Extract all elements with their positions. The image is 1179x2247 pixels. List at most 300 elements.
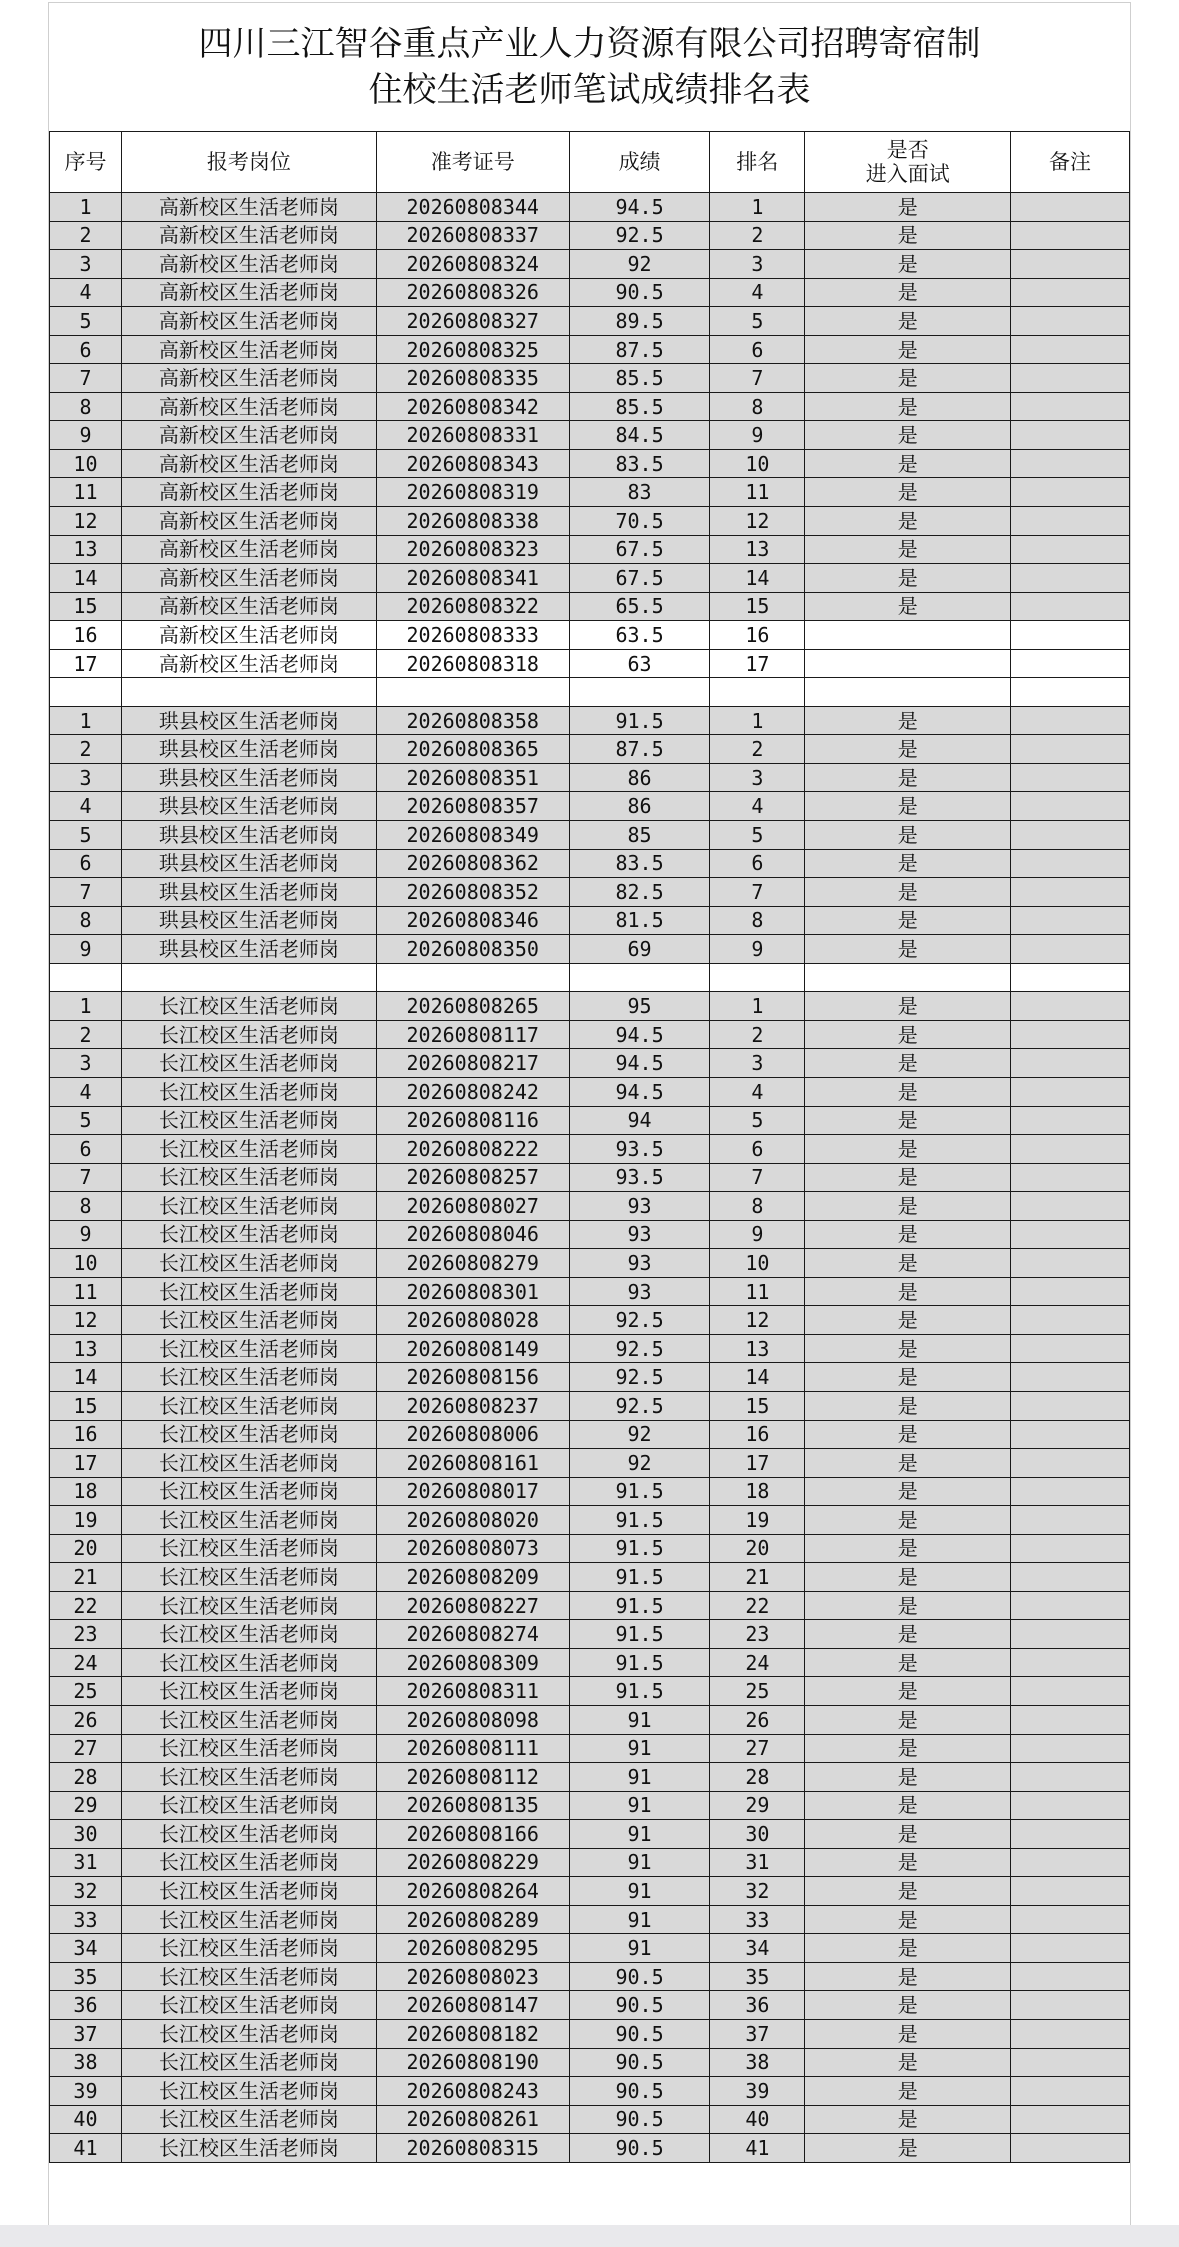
cell-rank: 40 bbox=[710, 2105, 805, 2134]
cell-seq: 24 bbox=[50, 1648, 122, 1677]
cell-seq: 11 bbox=[50, 478, 122, 507]
table-row bbox=[50, 1135, 1130, 1164]
table-row bbox=[50, 1334, 1130, 1363]
cell-rank: 10 bbox=[710, 449, 805, 478]
cell-remark bbox=[1011, 1820, 1130, 1849]
cell-position: 高新校区生活老师岗 bbox=[121, 649, 376, 678]
cell-seq: 1 bbox=[50, 706, 122, 735]
cell-remark bbox=[1011, 2105, 1130, 2134]
cell-rank: 4 bbox=[710, 278, 805, 307]
cell-exam-no: 20260808023 bbox=[376, 1962, 569, 1991]
document-title bbox=[49, 3, 1130, 131]
cell-rank: 11 bbox=[710, 1277, 805, 1306]
cell-remark bbox=[1011, 1934, 1130, 1963]
cell-rank: 37 bbox=[710, 2020, 805, 2049]
cell-exam-no: 20260808006 bbox=[376, 1420, 569, 1449]
cell-score: 65.5 bbox=[569, 592, 710, 621]
cell-score: 90.5 bbox=[569, 2077, 710, 2106]
table-row bbox=[50, 1620, 1130, 1649]
cell-rank: 33 bbox=[710, 1905, 805, 1934]
cell-exam-no: 20260808335 bbox=[376, 364, 569, 393]
cell-seq: 15 bbox=[50, 592, 122, 621]
cell-position: 长江校区生活老师岗 bbox=[121, 1648, 376, 1677]
cell-exam-no: 20260808352 bbox=[376, 878, 569, 907]
cell-position: 高新校区生活老师岗 bbox=[121, 421, 376, 450]
cell-interview bbox=[805, 649, 1011, 678]
separator-cell bbox=[121, 963, 376, 992]
cell-rank: 26 bbox=[710, 1705, 805, 1734]
table-row bbox=[50, 992, 1130, 1021]
cell-interview: 是 bbox=[805, 1363, 1011, 1392]
cell-score: 85 bbox=[569, 821, 710, 850]
cell-seq: 41 bbox=[50, 2134, 122, 2163]
table-header bbox=[50, 132, 1130, 193]
cell-score: 86 bbox=[569, 792, 710, 821]
cell-exam-no: 20260808190 bbox=[376, 2048, 569, 2077]
separator-cell bbox=[121, 678, 376, 707]
cell-remark bbox=[1011, 1020, 1130, 1049]
cell-score: 94.5 bbox=[569, 1077, 710, 1106]
cell-position: 长江校区生活老师岗 bbox=[121, 1306, 376, 1335]
cell-exam-no: 20260808265 bbox=[376, 992, 569, 1021]
cell-remark bbox=[1011, 906, 1130, 935]
header-interview-line2: 进入面试 bbox=[865, 162, 950, 186]
cell-interview: 是 bbox=[805, 1591, 1011, 1620]
cell-interview: 是 bbox=[805, 2077, 1011, 2106]
cell-seq: 23 bbox=[50, 1620, 122, 1649]
cell-position: 长江校区生活老师岗 bbox=[121, 1249, 376, 1278]
table-row bbox=[50, 1192, 1130, 1221]
cell-exam-no: 20260808315 bbox=[376, 2134, 569, 2163]
cell-position: 长江校区生活老师岗 bbox=[121, 1534, 376, 1563]
cell-interview: 是 bbox=[805, 1506, 1011, 1535]
cell-interview: 是 bbox=[805, 878, 1011, 907]
cell-exam-no: 20260808341 bbox=[376, 564, 569, 593]
cell-position: 高新校区生活老师岗 bbox=[121, 221, 376, 250]
cell-seq: 9 bbox=[50, 1220, 122, 1249]
cell-exam-no: 20260808365 bbox=[376, 735, 569, 764]
cell-position: 高新校区生活老师岗 bbox=[121, 335, 376, 364]
cell-position: 高新校区生活老师岗 bbox=[121, 278, 376, 307]
table-row bbox=[50, 706, 1130, 735]
cell-position: 长江校区生活老师岗 bbox=[121, 1734, 376, 1763]
header-row bbox=[50, 132, 1130, 193]
cell-seq: 26 bbox=[50, 1705, 122, 1734]
cell-remark bbox=[1011, 1962, 1130, 1991]
cell-interview: 是 bbox=[805, 592, 1011, 621]
cell-remark bbox=[1011, 278, 1130, 307]
cell-score: 93 bbox=[569, 1249, 710, 1278]
cell-score: 92.5 bbox=[569, 1306, 710, 1335]
cell-exam-no: 20260808331 bbox=[376, 421, 569, 450]
cell-rank: 11 bbox=[710, 478, 805, 507]
cell-rank: 5 bbox=[710, 307, 805, 336]
cell-seq: 36 bbox=[50, 1991, 122, 2020]
cell-position: 长江校区生活老师岗 bbox=[121, 1820, 376, 1849]
cell-position: 长江校区生活老师岗 bbox=[121, 1962, 376, 1991]
table-row bbox=[50, 307, 1130, 336]
cell-position: 长江校区生活老师岗 bbox=[121, 2048, 376, 2077]
cell-exam-no: 20260808209 bbox=[376, 1563, 569, 1592]
cell-seq: 3 bbox=[50, 250, 122, 279]
cell-remark bbox=[1011, 250, 1130, 279]
cell-remark bbox=[1011, 1705, 1130, 1734]
cell-rank: 20 bbox=[710, 1534, 805, 1563]
cell-seq: 37 bbox=[50, 2020, 122, 2049]
cell-exam-no: 20260808351 bbox=[376, 763, 569, 792]
cell-interview: 是 bbox=[805, 449, 1011, 478]
cell-rank: 4 bbox=[710, 1077, 805, 1106]
cell-position: 长江校区生活老师岗 bbox=[121, 1220, 376, 1249]
cell-rank: 4 bbox=[710, 792, 805, 821]
cell-remark bbox=[1011, 706, 1130, 735]
table-row bbox=[50, 2134, 1130, 2163]
cell-remark bbox=[1011, 1077, 1130, 1106]
table-row bbox=[50, 1734, 1130, 1763]
cell-remark bbox=[1011, 1449, 1130, 1478]
cell-seq: 16 bbox=[50, 621, 122, 650]
cell-interview: 是 bbox=[805, 1991, 1011, 2020]
table-row bbox=[50, 1962, 1130, 1991]
cell-exam-no: 20260808311 bbox=[376, 1677, 569, 1706]
cell-remark bbox=[1011, 535, 1130, 564]
cell-exam-no: 20260808237 bbox=[376, 1391, 569, 1420]
cell-rank: 7 bbox=[710, 364, 805, 393]
cell-position: 高新校区生活老师岗 bbox=[121, 535, 376, 564]
cell-exam-no: 20260808342 bbox=[376, 392, 569, 421]
cell-position: 长江校区生活老师岗 bbox=[121, 1477, 376, 1506]
cell-remark bbox=[1011, 2048, 1130, 2077]
cell-interview: 是 bbox=[805, 1620, 1011, 1649]
cell-score: 70.5 bbox=[569, 507, 710, 536]
cell-remark bbox=[1011, 193, 1130, 222]
cell-position: 长江校区生活老师岗 bbox=[121, 1363, 376, 1392]
cell-score: 84.5 bbox=[569, 421, 710, 450]
cell-seq: 6 bbox=[50, 335, 122, 364]
cell-score: 91.5 bbox=[569, 1648, 710, 1677]
cell-exam-no: 20260808217 bbox=[376, 1049, 569, 1078]
cell-score: 91.5 bbox=[569, 1591, 710, 1620]
cell-exam-no: 20260808327 bbox=[376, 307, 569, 336]
cell-score: 91 bbox=[569, 1705, 710, 1734]
cell-seq: 40 bbox=[50, 2105, 122, 2134]
cell-seq: 20 bbox=[50, 1534, 122, 1563]
cell-seq: 22 bbox=[50, 1591, 122, 1620]
cell-interview: 是 bbox=[805, 1106, 1011, 1135]
cell-remark bbox=[1011, 992, 1130, 1021]
cell-score: 90.5 bbox=[569, 1991, 710, 2020]
cell-rank: 9 bbox=[710, 421, 805, 450]
cell-seq: 8 bbox=[50, 1192, 122, 1221]
cell-remark bbox=[1011, 735, 1130, 764]
cell-remark bbox=[1011, 1648, 1130, 1677]
cell-rank: 2 bbox=[710, 735, 805, 764]
cell-score: 93.5 bbox=[569, 1135, 710, 1164]
cell-remark bbox=[1011, 2134, 1130, 2163]
cell-interview: 是 bbox=[805, 1277, 1011, 1306]
table-row bbox=[50, 278, 1130, 307]
table-row bbox=[50, 1791, 1130, 1820]
cell-interview: 是 bbox=[805, 706, 1011, 735]
cell-position: 长江校区生活老师岗 bbox=[121, 1334, 376, 1363]
cell-score: 90.5 bbox=[569, 2134, 710, 2163]
cell-interview: 是 bbox=[805, 250, 1011, 279]
cell-remark bbox=[1011, 821, 1130, 850]
table-body bbox=[50, 193, 1130, 2163]
cell-exam-no: 20260808112 bbox=[376, 1763, 569, 1792]
cell-position: 珙县校区生活老师岗 bbox=[121, 763, 376, 792]
cell-exam-no: 20260808147 bbox=[376, 1991, 569, 2020]
cell-score: 63.5 bbox=[569, 621, 710, 650]
table-row bbox=[50, 1877, 1130, 1906]
separator-cell bbox=[710, 963, 805, 992]
cell-position: 长江校区生活老师岗 bbox=[121, 1705, 376, 1734]
cell-remark bbox=[1011, 1249, 1130, 1278]
cell-remark bbox=[1011, 592, 1130, 621]
cell-rank: 6 bbox=[710, 1135, 805, 1164]
cell-seq: 5 bbox=[50, 1106, 122, 1135]
cell-seq: 5 bbox=[50, 307, 122, 336]
table-row bbox=[50, 1449, 1130, 1478]
cell-score: 90.5 bbox=[569, 278, 710, 307]
cell-exam-no: 20260808135 bbox=[376, 1791, 569, 1820]
cell-remark bbox=[1011, 564, 1130, 593]
cell-interview: 是 bbox=[805, 478, 1011, 507]
cell-score: 92 bbox=[569, 1449, 710, 1478]
separator-cell bbox=[710, 678, 805, 707]
cell-rank: 5 bbox=[710, 1106, 805, 1135]
cell-seq: 9 bbox=[50, 935, 122, 964]
cell-interview: 是 bbox=[805, 1477, 1011, 1506]
cell-score: 91 bbox=[569, 1877, 710, 1906]
cell-position: 长江校区生活老师岗 bbox=[121, 1677, 376, 1706]
cell-position: 珙县校区生活老师岗 bbox=[121, 735, 376, 764]
cell-score: 85.5 bbox=[569, 392, 710, 421]
cell-exam-no: 20260808289 bbox=[376, 1905, 569, 1934]
cell-score: 91 bbox=[569, 1820, 710, 1849]
cell-score: 91.5 bbox=[569, 1563, 710, 1592]
table-row bbox=[50, 1534, 1130, 1563]
cell-seq: 1 bbox=[50, 992, 122, 1021]
table-row bbox=[50, 2020, 1130, 2049]
table-row bbox=[50, 592, 1130, 621]
table-row bbox=[50, 1648, 1130, 1677]
cell-seq: 28 bbox=[50, 1763, 122, 1792]
cell-position: 高新校区生活老师岗 bbox=[121, 478, 376, 507]
cell-exam-no: 20260808046 bbox=[376, 1220, 569, 1249]
cell-position: 长江校区生活老师岗 bbox=[121, 2105, 376, 2134]
cell-seq: 3 bbox=[50, 1049, 122, 1078]
cell-interview bbox=[805, 621, 1011, 650]
cell-interview: 是 bbox=[805, 1677, 1011, 1706]
cell-interview: 是 bbox=[805, 1534, 1011, 1563]
cell-remark bbox=[1011, 1506, 1130, 1535]
cell-interview: 是 bbox=[805, 1791, 1011, 1820]
cell-remark bbox=[1011, 1192, 1130, 1221]
cell-score: 63 bbox=[569, 649, 710, 678]
cell-rank: 21 bbox=[710, 1563, 805, 1592]
cell-exam-no: 20260808322 bbox=[376, 592, 569, 621]
cell-exam-no: 20260808333 bbox=[376, 621, 569, 650]
cell-exam-no: 20260808242 bbox=[376, 1077, 569, 1106]
cell-exam-no: 20260808301 bbox=[376, 1277, 569, 1306]
cell-seq: 12 bbox=[50, 1306, 122, 1335]
cell-rank: 14 bbox=[710, 1363, 805, 1392]
table-row bbox=[50, 392, 1130, 421]
cell-remark bbox=[1011, 1049, 1130, 1078]
cell-exam-no: 20260808279 bbox=[376, 1249, 569, 1278]
cell-exam-no: 20260808358 bbox=[376, 706, 569, 735]
cell-seq: 4 bbox=[50, 278, 122, 307]
cell-remark bbox=[1011, 1791, 1130, 1820]
cell-position: 长江校区生活老师岗 bbox=[121, 1905, 376, 1934]
cell-exam-no: 20260808156 bbox=[376, 1363, 569, 1392]
cell-rank: 6 bbox=[710, 335, 805, 364]
cell-exam-no: 20260808261 bbox=[376, 2105, 569, 2134]
cell-exam-no: 20260808182 bbox=[376, 2020, 569, 2049]
cell-score: 91 bbox=[569, 1791, 710, 1820]
cell-interview: 是 bbox=[805, 421, 1011, 450]
cell-exam-no: 20260808017 bbox=[376, 1477, 569, 1506]
cell-rank: 1 bbox=[710, 706, 805, 735]
table-row bbox=[50, 649, 1130, 678]
cell-remark bbox=[1011, 1135, 1130, 1164]
cell-seq: 6 bbox=[50, 849, 122, 878]
cell-remark bbox=[1011, 1277, 1130, 1306]
cell-position: 高新校区生活老师岗 bbox=[121, 621, 376, 650]
cell-remark bbox=[1011, 449, 1130, 478]
cell-seq: 15 bbox=[50, 1391, 122, 1420]
cell-exam-no: 20260808222 bbox=[376, 1135, 569, 1164]
cell-score: 91.5 bbox=[569, 1534, 710, 1563]
separator-cell bbox=[376, 678, 569, 707]
cell-score: 83 bbox=[569, 478, 710, 507]
cell-rank: 3 bbox=[710, 1049, 805, 1078]
cell-position: 高新校区生活老师岗 bbox=[121, 592, 376, 621]
cell-rank: 38 bbox=[710, 2048, 805, 2077]
cell-rank: 9 bbox=[710, 1220, 805, 1249]
separator-cell bbox=[805, 963, 1011, 992]
cell-remark bbox=[1011, 1677, 1130, 1706]
cell-interview: 是 bbox=[805, 535, 1011, 564]
cell-seq: 33 bbox=[50, 1905, 122, 1934]
cell-exam-no: 20260808116 bbox=[376, 1106, 569, 1135]
cell-rank: 25 bbox=[710, 1677, 805, 1706]
cell-position: 珙县校区生活老师岗 bbox=[121, 849, 376, 878]
cell-exam-no: 20260808346 bbox=[376, 906, 569, 935]
cell-score: 92.5 bbox=[569, 1334, 710, 1363]
cell-interview: 是 bbox=[805, 1192, 1011, 1221]
cell-rank: 1 bbox=[710, 992, 805, 1021]
cell-seq: 27 bbox=[50, 1734, 122, 1763]
table-row bbox=[50, 1477, 1130, 1506]
cell-interview: 是 bbox=[805, 1763, 1011, 1792]
table-row bbox=[50, 878, 1130, 907]
cell-score: 92 bbox=[569, 1420, 710, 1449]
cell-position: 长江校区生活老师岗 bbox=[121, 1934, 376, 1963]
cell-score: 67.5 bbox=[569, 564, 710, 593]
cell-position: 长江校区生活老师岗 bbox=[121, 1763, 376, 1792]
cell-exam-no: 20260808337 bbox=[376, 221, 569, 250]
separator-cell bbox=[376, 963, 569, 992]
cell-remark bbox=[1011, 1563, 1130, 1592]
cell-score: 83.5 bbox=[569, 449, 710, 478]
cell-position: 长江校区生活老师岗 bbox=[121, 1877, 376, 1906]
table-row bbox=[50, 2048, 1130, 2077]
cell-score: 91 bbox=[569, 1763, 710, 1792]
table-row bbox=[50, 478, 1130, 507]
cell-seq: 21 bbox=[50, 1563, 122, 1592]
cell-score: 90.5 bbox=[569, 2105, 710, 2134]
cell-remark bbox=[1011, 1620, 1130, 1649]
table-row bbox=[50, 507, 1130, 536]
cell-remark bbox=[1011, 935, 1130, 964]
cell-seq: 8 bbox=[50, 392, 122, 421]
cell-position: 高新校区生活老师岗 bbox=[121, 250, 376, 279]
cell-score: 94.5 bbox=[569, 1049, 710, 1078]
group-separator-row bbox=[50, 963, 1130, 992]
cell-remark bbox=[1011, 878, 1130, 907]
cell-score: 91 bbox=[569, 1905, 710, 1934]
cell-interview: 是 bbox=[805, 1848, 1011, 1877]
header-position: 报考岗位 bbox=[121, 132, 376, 193]
cell-position: 珙县校区生活老师岗 bbox=[121, 821, 376, 850]
cell-seq: 9 bbox=[50, 421, 122, 450]
cell-seq: 4 bbox=[50, 792, 122, 821]
cell-remark bbox=[1011, 421, 1130, 450]
separator-cell bbox=[569, 963, 710, 992]
cell-remark bbox=[1011, 1734, 1130, 1763]
cell-rank: 41 bbox=[710, 2134, 805, 2163]
table-row bbox=[50, 2077, 1130, 2106]
cell-score: 92 bbox=[569, 250, 710, 279]
cell-rank: 12 bbox=[710, 507, 805, 536]
cell-interview: 是 bbox=[805, 392, 1011, 421]
cell-interview: 是 bbox=[805, 1449, 1011, 1478]
cell-exam-no: 20260808318 bbox=[376, 649, 569, 678]
cell-rank: 35 bbox=[710, 1962, 805, 1991]
cell-rank: 9 bbox=[710, 935, 805, 964]
cell-seq: 17 bbox=[50, 1449, 122, 1478]
table-row bbox=[50, 763, 1130, 792]
cell-exam-no: 20260808117 bbox=[376, 1020, 569, 1049]
table-row bbox=[50, 1820, 1130, 1849]
cell-seq: 34 bbox=[50, 1934, 122, 1963]
cell-interview: 是 bbox=[805, 335, 1011, 364]
table-row bbox=[50, 792, 1130, 821]
cell-interview: 是 bbox=[805, 307, 1011, 336]
cell-seq: 2 bbox=[50, 221, 122, 250]
cell-score: 91.5 bbox=[569, 706, 710, 735]
cell-interview: 是 bbox=[805, 1820, 1011, 1849]
cell-interview: 是 bbox=[805, 2020, 1011, 2049]
cell-seq: 18 bbox=[50, 1477, 122, 1506]
table-row bbox=[50, 821, 1130, 850]
score-table bbox=[49, 131, 1130, 2163]
cell-rank: 14 bbox=[710, 564, 805, 593]
cell-interview: 是 bbox=[805, 1563, 1011, 1592]
cell-remark bbox=[1011, 1877, 1130, 1906]
cell-exam-no: 20260808098 bbox=[376, 1705, 569, 1734]
cell-interview: 是 bbox=[805, 278, 1011, 307]
cell-rank: 12 bbox=[710, 1306, 805, 1335]
cell-rank: 8 bbox=[710, 906, 805, 935]
table-row bbox=[50, 1506, 1130, 1535]
header-seq: 序号 bbox=[50, 132, 122, 193]
cell-position: 长江校区生活老师岗 bbox=[121, 1049, 376, 1078]
cell-position: 长江校区生活老师岗 bbox=[121, 1135, 376, 1164]
cell-position: 高新校区生活老师岗 bbox=[121, 564, 376, 593]
